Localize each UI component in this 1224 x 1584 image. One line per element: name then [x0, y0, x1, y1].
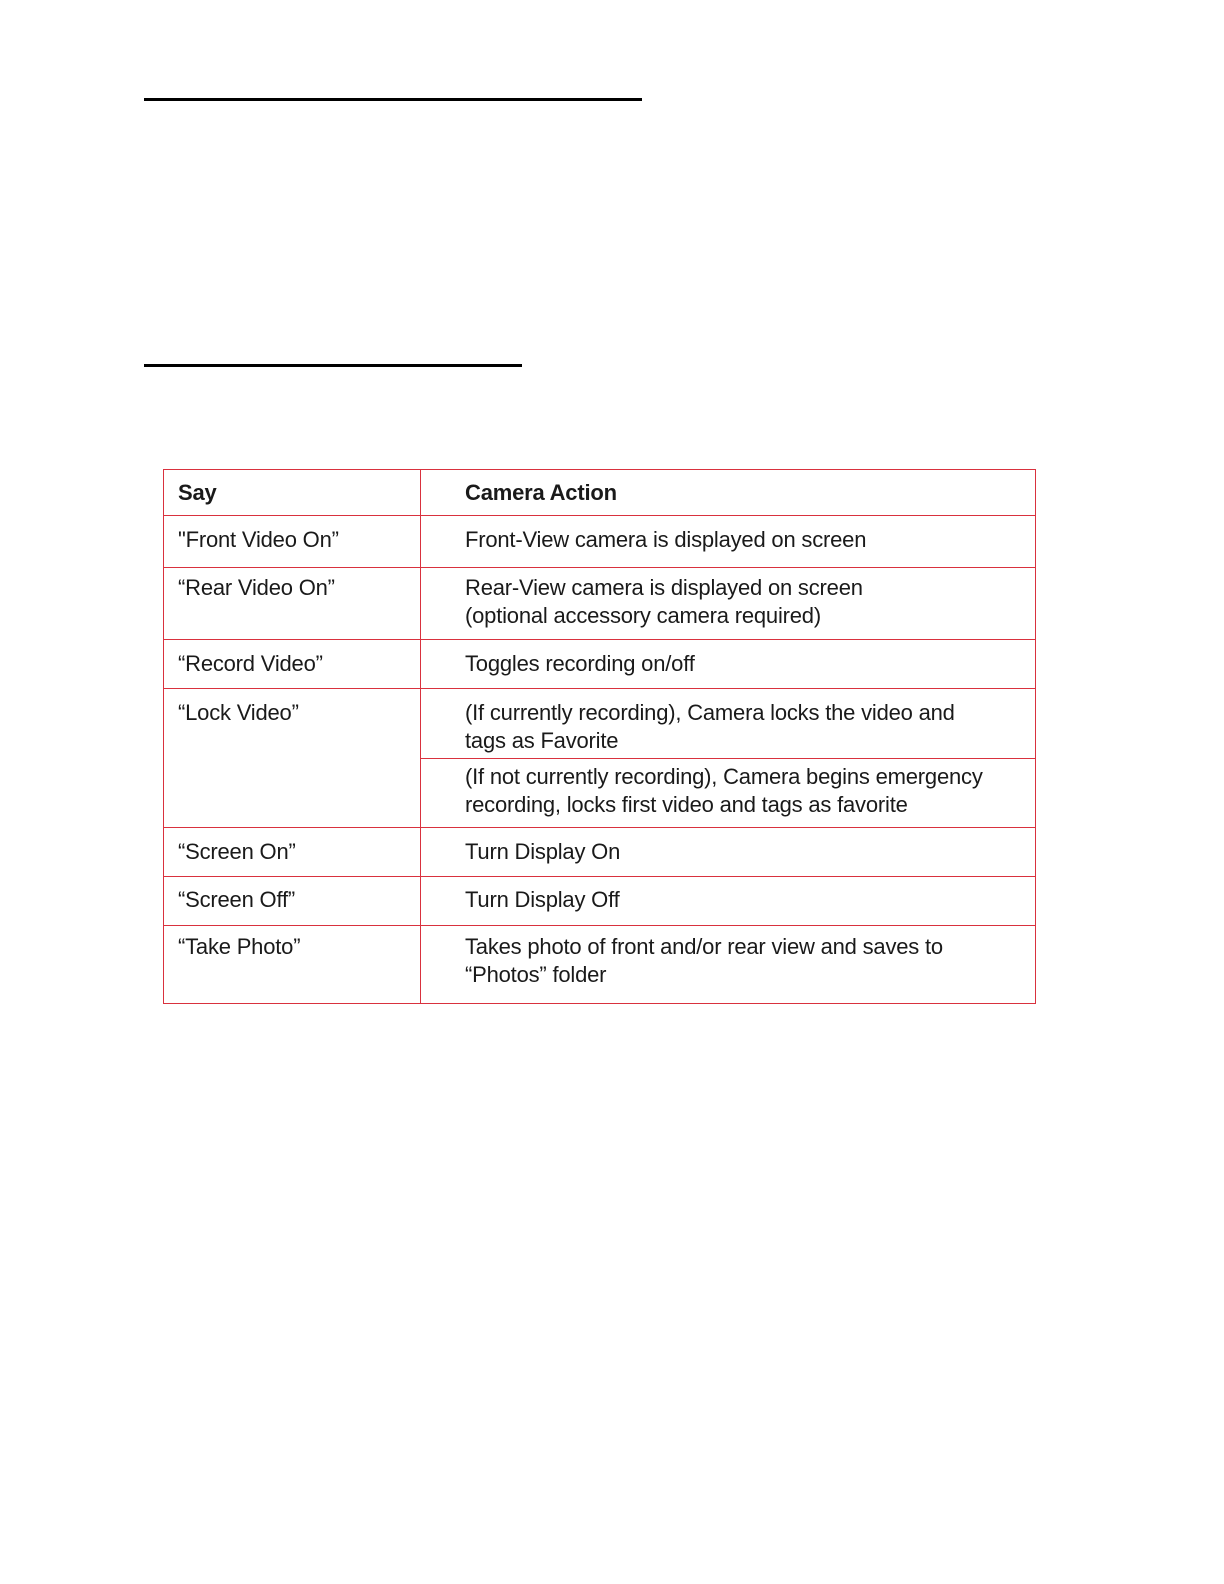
table-header-row — [164, 470, 1036, 516]
table-row — [164, 689, 1036, 759]
action-cell — [421, 689, 1036, 759]
say-cell: “Record Video” — [164, 640, 421, 689]
action-cell — [421, 828, 1036, 877]
action-cell — [421, 640, 1036, 689]
table-row — [164, 568, 1036, 640]
table-row — [164, 516, 1036, 568]
header-camera-action: Camera Action — [421, 470, 1036, 516]
action-line: recording, locks first video and tags as favorite — [465, 792, 908, 817]
action-line: Turn Display On — [465, 839, 621, 864]
action-line: (If not currently recording), Camera begins emergency — [465, 764, 983, 789]
header-say: Say — [164, 470, 421, 516]
table-row — [164, 640, 1036, 689]
say-cell: "Front Video On” — [164, 516, 421, 568]
action-cell — [421, 926, 1036, 1004]
say-cell: “Rear Video On” — [164, 568, 421, 640]
action-line: Takes photo of front and/or rear view and saves to — [465, 934, 943, 959]
action-line: “Photos” folder — [465, 962, 607, 987]
say-cell: “Lock Video” — [164, 689, 421, 828]
action-line: Front-View camera is displayed on screen — [465, 527, 867, 552]
say-cell: “Screen Off” — [164, 877, 421, 926]
action-line: (optional accessory camera required) — [465, 603, 821, 628]
action-line: (If currently recording), Camera locks the video and — [465, 700, 955, 725]
action-line: tags as Favorite — [465, 728, 619, 753]
table-row — [164, 926, 1036, 1004]
action-line: Toggles recording on/off — [465, 651, 695, 676]
action-line: Turn Display Off — [465, 887, 620, 912]
action-cell — [421, 877, 1036, 926]
action-cell — [421, 759, 1036, 828]
say-cell: “Screen On” — [164, 828, 421, 877]
action-cell — [421, 516, 1036, 568]
say-cell: “Take Photo” — [164, 926, 421, 1004]
voice-command-table — [163, 469, 1036, 1004]
heading-underline-1 — [144, 98, 642, 101]
action-line: Rear-View camera is displayed on screen — [465, 575, 863, 600]
table-row — [164, 877, 1036, 926]
table-row — [164, 828, 1036, 877]
heading-underline-2 — [144, 364, 522, 367]
action-cell — [421, 568, 1036, 640]
